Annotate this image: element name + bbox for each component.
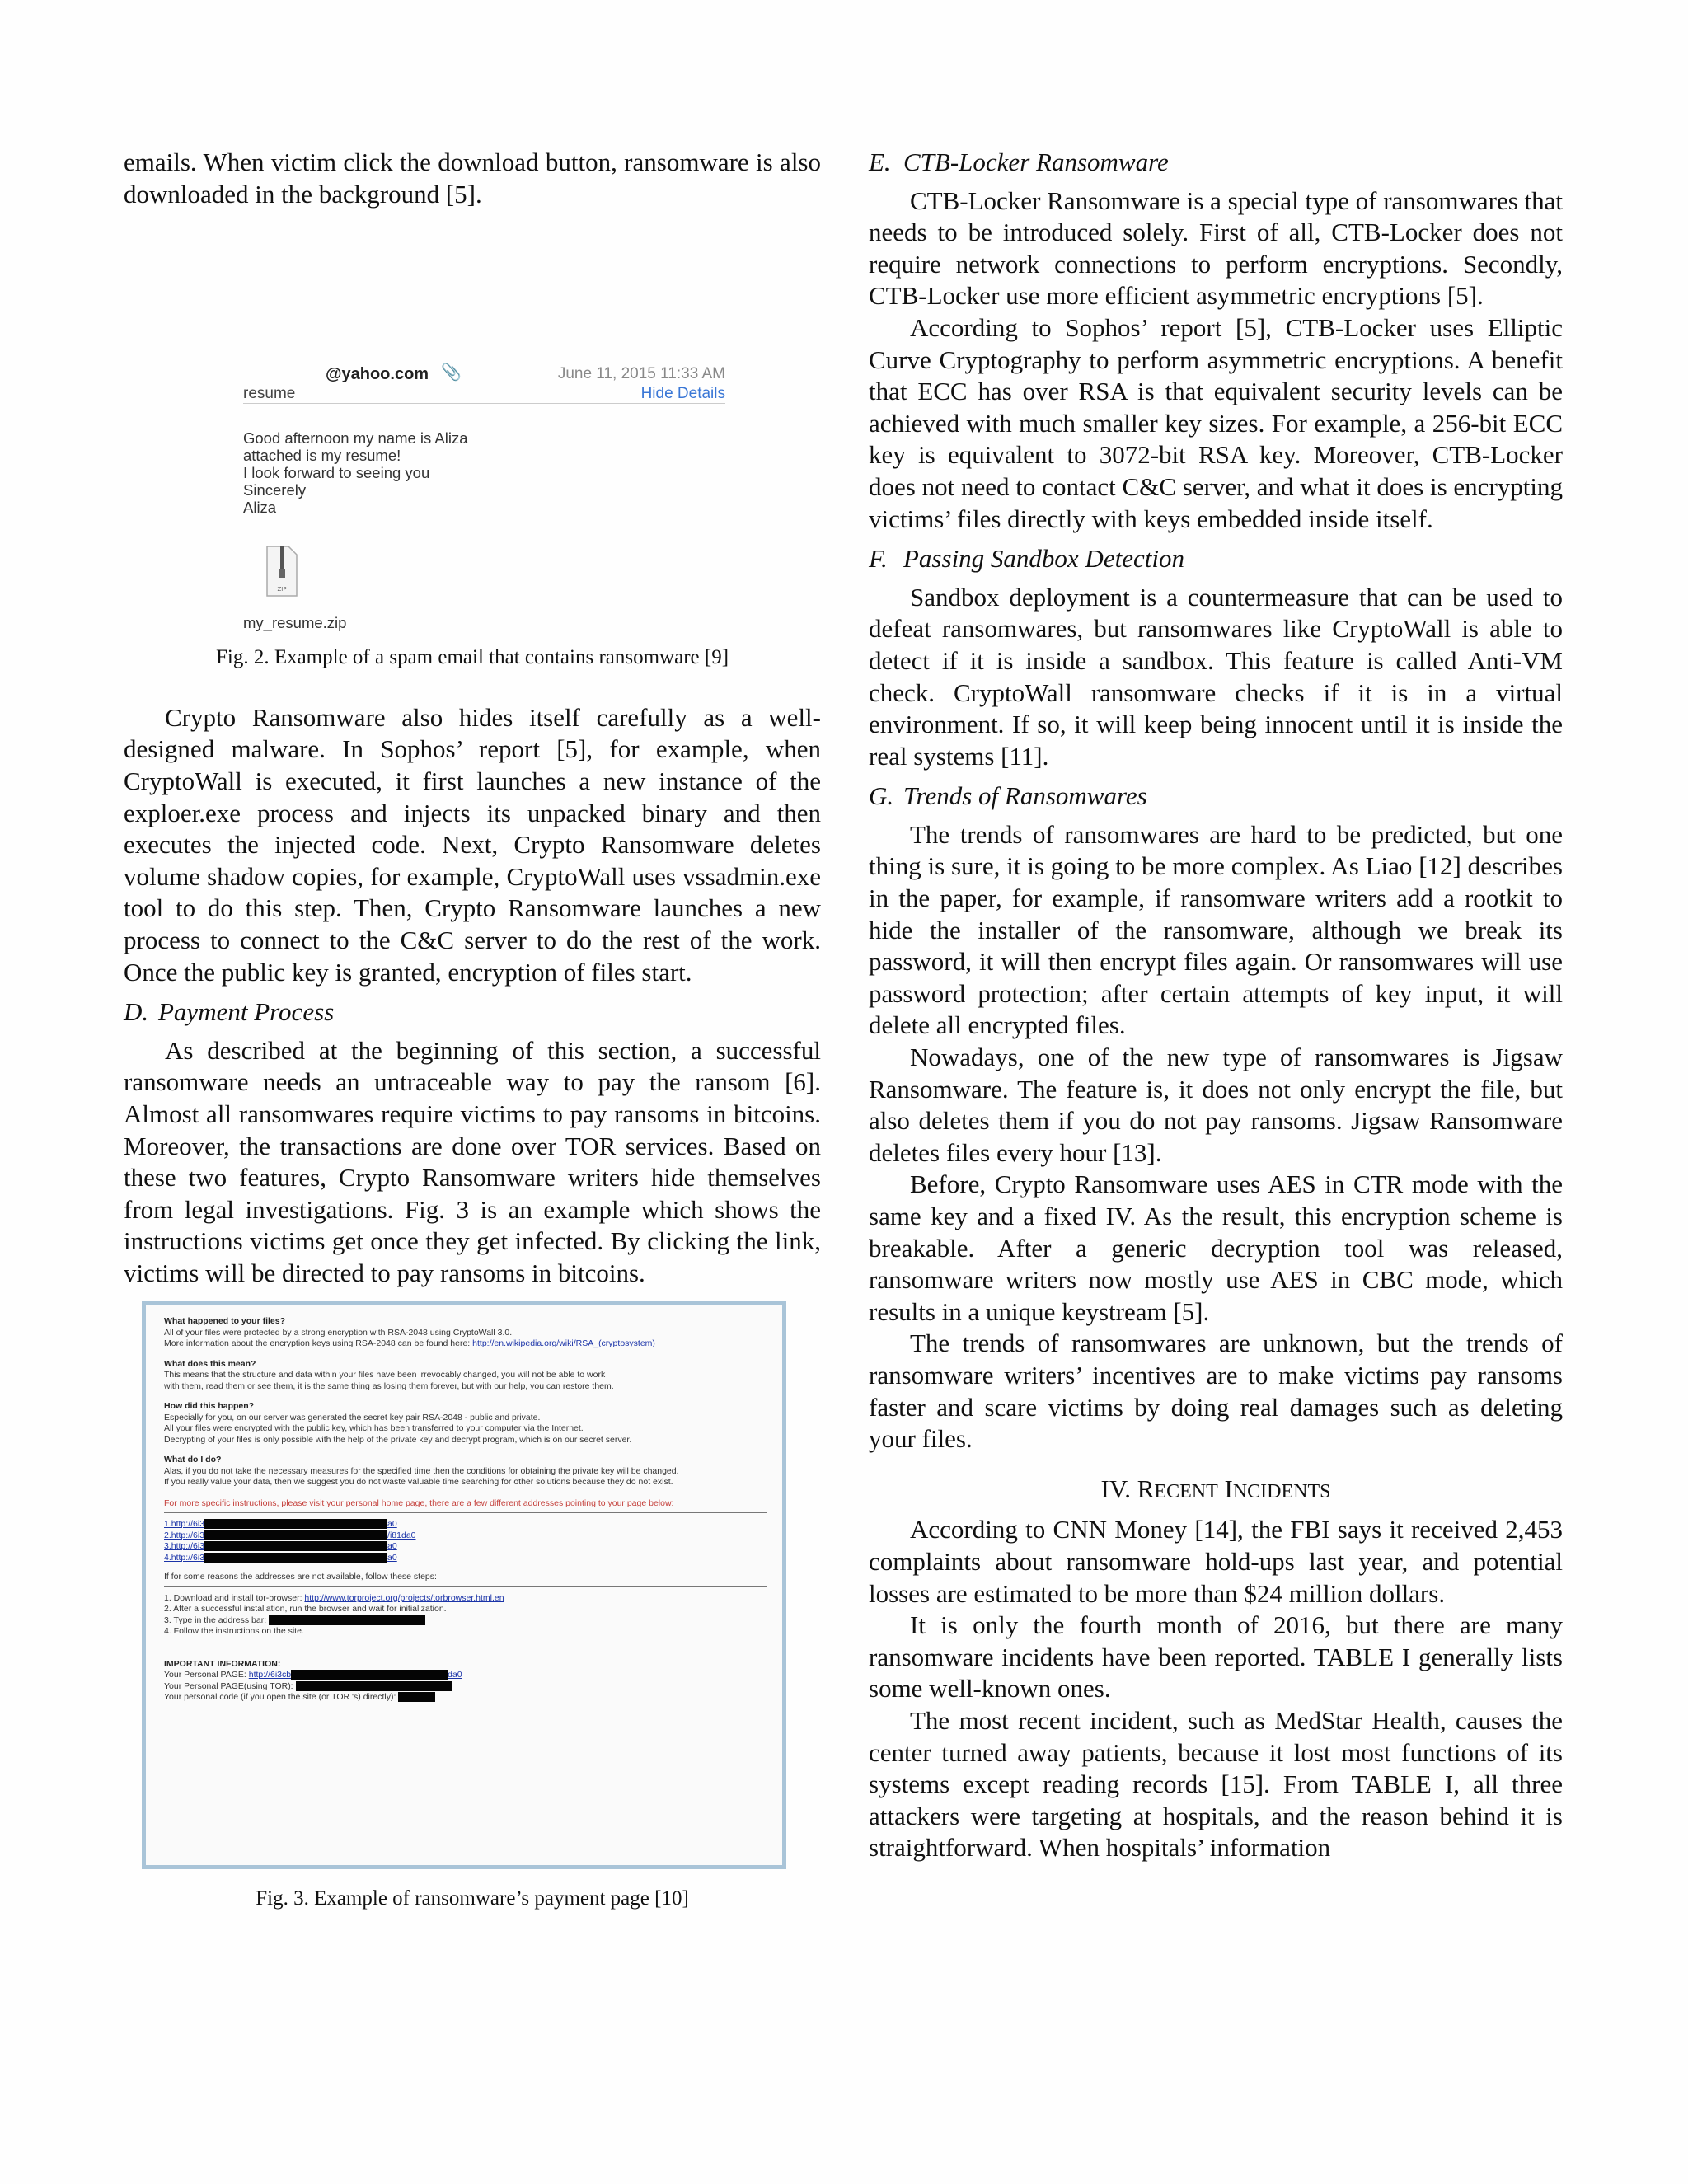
fig3-link: da0 (448, 1670, 462, 1680)
fig3-line: Especially for you, on our server was generated the secret key pair RSA-2048 - public and private. (164, 1412, 541, 1422)
fig3-line (164, 1681, 767, 1693)
fig3-address-row (164, 1541, 767, 1553)
figure-2-email (231, 238, 725, 632)
email-line: Sincerely (243, 481, 307, 499)
section-number: IV. (1100, 1474, 1131, 1503)
section-title: Payment Process (158, 997, 335, 1027)
section-letter: G. (869, 781, 894, 811)
fig3-text: 3. Type in the address bar: (164, 1615, 267, 1625)
zip-label: ZIP (277, 586, 287, 593)
redaction-bar (291, 1670, 448, 1680)
section-title: Trends of Ransomwares (903, 781, 1147, 811)
email-date: June 11, 2015 11:33 AM (557, 365, 725, 383)
fig3-address-row (164, 1519, 767, 1530)
figure-caption: Fig. 3. Example of ransomware’s payment page [10] (256, 1887, 689, 1910)
redaction-bar (204, 1530, 387, 1540)
fig3-link: a0 (387, 1552, 397, 1563)
fig3-line (164, 1338, 767, 1350)
figure-3-payment-page (142, 1301, 786, 1869)
section-title-part: ECENT (1154, 1480, 1218, 1502)
paragraph: emails. When victim click the download button, ransomware is also downloaded in the background [5]. (124, 148, 821, 209)
fig3-red-line: For more specific instructions, please visit your personal home page, there are a few different addresses pointing to your page below: (164, 1497, 674, 1508)
fig3-address-row (164, 1553, 767, 1564)
fig3-heading: How did this happen? (164, 1401, 255, 1411)
section-title-part: R (1137, 1474, 1155, 1503)
right-column (869, 147, 1563, 1864)
section-heading (869, 543, 1563, 575)
fig3-link: 4.http://6i3 (164, 1552, 205, 1563)
figure-caption: Fig. 2. Example of a spam email that contains ransomware [9] (215, 646, 729, 669)
fig3-line: All of your files were protected by a strong encryption with RSA-2048 using CryptoWall 3.0. (164, 1327, 513, 1338)
fig3-line (164, 1615, 767, 1627)
fig3-heading: What do I do? (164, 1455, 222, 1465)
fig3-line (164, 1692, 767, 1704)
paragraph: The trends of ransomwares are unknown, but the trends of ransomware writers’ incentives are to make victims pay ransoms faster and scare victims by doing real damages such as deleting your files. (869, 1329, 1563, 1454)
fig3-link: 2.http://6i3 (164, 1530, 205, 1540)
divider (243, 403, 725, 404)
section-heading (869, 147, 1563, 179)
email-line: attached is my resume! (243, 447, 401, 465)
email-body (243, 429, 468, 516)
email-line: Good afternoon my name is Aliza (243, 429, 468, 448)
fig3-line: This means that the structure and data within your files have been irrevocably changed, you will not be able to work (164, 1370, 606, 1380)
paragraph: According to CNN Money [14], the FBI says it received 2,453 complaints about ransomware hold-ups last year, and potential losses are estimated to be more than $24 million dollars. (869, 1515, 1563, 1608)
fig3-line: If you really value your data, then we suggest you do not waste valuable time searching for other solutions because they do not exist. (164, 1477, 673, 1487)
redaction-bar (204, 1541, 387, 1551)
paragraph: Crypto Ransomware also hides itself carefully as a well-designed malware. In Sophos’ report [5], for example, when CryptoWall is executed, it first launches a new instance of the exploer.exe process and injects its unpacked binary and then executes the injected code. Next, Crypto Ransomware deletes volume shadow copies, for example, CryptoWall uses vssadmin.exe tool to do this step. Then, Crypto Ransomware launches a new process to connect to the C&C server to do the rest of the work. Once the public key is granted, encryption of files start. (124, 702, 821, 987)
fig3-line: If for some reasons the addresses are not available, follow these steps: (164, 1572, 437, 1582)
redaction-bar (296, 1681, 452, 1691)
section-letter: D. (124, 997, 149, 1027)
fig3-link: http://6i3cb (248, 1670, 292, 1680)
fig3-link: http://en.wikipedia.org/wiki/RSA_(cryptosystem) (472, 1338, 655, 1348)
fig3-line: All your files were encrypted with the public key, which has been transferred to your computer via the Internet. (164, 1423, 584, 1433)
fig3-link: http://www.torproject.org/projects/torbrowser.html.en (304, 1592, 504, 1603)
section-letter: E. (869, 148, 891, 176)
fig3-text: Your personal code (if you open the site (or TOR 's) directly): (164, 1692, 396, 1702)
redaction-bar (398, 1692, 435, 1702)
section-title-part: NCIDENTS (1232, 1480, 1331, 1502)
paragraph: Before, Crypto Ransomware uses AES in CTR mode with the same key and a fixed IV. As the result, this encryption scheme is breakable. After a generic decryption tool was released, ransomware writers now mostly use AES in CBC mode, which results in a unique keystream [5]. (869, 1169, 1563, 1326)
paperclip-icon: 📎 (441, 363, 462, 382)
fig3-line (164, 1593, 767, 1605)
redaction-bar (204, 1519, 387, 1529)
paragraph: According to Sophos’ report [5], CTB-Locker uses Elliptic Curve Cryptography to perform asymmetric encryptions. A benefit that ECC has over RSA is that equivalent security levels can be achieved with much smaller key sizes. For example, a 256-bit ECC key is equivalent to 3072-bit RSA key. Moreover, CTB-Locker does not need to contact C&C server, and what it does is encrypting victims’ files directly with keys embedded inside itself. (869, 312, 1563, 533)
email-subject: resume (243, 385, 296, 403)
section-title: Passing Sandbox Detection (903, 544, 1184, 574)
fig3-line: Alas, if you do not take the necessary measures for the specified time then the conditions for obtaining the private key will be changed. (164, 1465, 679, 1476)
fig3-link: 1.http://6i3 (164, 1519, 205, 1529)
paragraph: The most recent incident, such as MedStar Health, causes the center turned away patients, because it lost most functions of its systems except reading records [15]. From TABLE I, all three attackers were targeting at hospitals, and the reason behind it is straightforward. When hospitals’ information (869, 1705, 1563, 1863)
fig3-heading: IMPORTANT INFORMATION: (164, 1658, 281, 1669)
email-line: I look forward to seeing you (243, 464, 430, 482)
fig3-link: 3.http://6i3 (164, 1541, 205, 1551)
fig3-text: More information about the encryption keys using RSA-2048 can be found here: (164, 1338, 471, 1348)
section-title-part: I (1224, 1474, 1233, 1503)
zip-file-icon (265, 545, 298, 598)
divider (164, 1586, 767, 1587)
fig3-link: a0 (387, 1541, 397, 1551)
section-heading (124, 996, 821, 1029)
fig3-line: 4. Follow the instructions on the site. (164, 1626, 304, 1636)
fig3-line: Decrypting of your files is only possible with the help of the private key and decrypt program, which is on our secret server. (164, 1434, 632, 1445)
fig3-heading: What does this mean? (164, 1358, 256, 1369)
paragraph: CTB-Locker Ransomware is a special type of ransomwares that needs to be introduced solely. First of all, CTB-Locker does not require network connections to perform encryptions. Secondly, CTB-Locker use more efficient asymmetric encryptions [5]. (869, 185, 1563, 311)
fig3-link: /i81da0 (387, 1530, 416, 1540)
divider (164, 1512, 767, 1513)
section-letter: F. (869, 544, 888, 574)
fig3-text: Your Personal PAGE: (164, 1670, 246, 1680)
redaction-bar (204, 1553, 387, 1563)
hide-details-link: Hide Details (640, 385, 725, 403)
email-sender: @yahoo.com (326, 365, 429, 384)
fig3-line: 2. After a successful installation, run the browser and wait for initialization. (164, 1604, 447, 1614)
paragraph: As described at the beginning of this section, a successful ransomware needs an untraceable way to pay the ransom [6]. Almost all ransomwares require victims to pay ransoms in bitcoins. Moreover, the transactions are done over TOR services. Based on these two features, Crypto Ransomware writers hide themselves from legal investigations. Fig. 3 is an example which shows the instructions victims get once they get infected. By clicking the link, victims will be directed to pay ransoms in bitcoins. (124, 1035, 821, 1287)
attachment-name: my_resume.zip (243, 614, 347, 632)
paragraph: Nowadays, one of the new type of ransomwares is Jigsaw Ransomware. The feature is, it does not only encrypt the file, but also deletes them if you do not pay ransoms. Jigsaw Ransomware deletes files every hour [13]. (869, 1043, 1563, 1167)
left-column (124, 147, 821, 1289)
section-heading-iv (869, 1474, 1563, 1508)
fig3-link: a0 (387, 1519, 397, 1529)
paragraph: It is only the fourth month of 2016, but there are many ransomware incidents have been reported. TABLE I generally lists some well-known ones. (869, 1610, 1563, 1704)
paragraph: The trends of ransomwares are hard to be predicted, but one thing is sure, it is going to be more complex. As Liao [12] describes in the paper, for example, if ransomware writers add a rootkit to hide the installer of the ransomware, although we break its password, it will then encrypt files again. Or ransomwares will use password protection; after certain attempts of key input, it will delete all encrypted files. (869, 819, 1563, 1040)
fig3-line (164, 1670, 767, 1681)
paragraph: Sandbox deployment is a countermeasure that can be used to defeat ransomwares, but ransomwares like CryptoWall is able to detect if it is inside a sandbox. This feature is called Anti-VM check. CryptoWall ransomware checks if it is in a virtual environment. If so, it will keep being innocent until it is inside the real systems [11]. (869, 582, 1563, 771)
section-title: CTB-Locker Ransomware (903, 148, 1169, 176)
fig3-heading: What happened to your files? (164, 1316, 286, 1326)
fig3-line: with them, read them or see them, it is the same thing as losing them forever, but with our help, you can restore them. (164, 1380, 614, 1391)
redaction-bar (269, 1615, 425, 1625)
section-heading (869, 780, 1563, 813)
fig3-text: 1. Download and install tor-browser: (164, 1592, 302, 1603)
email-line: Aliza (243, 499, 277, 517)
fig3-text: Your Personal PAGE(using TOR): (164, 1680, 293, 1691)
fig3-address-row (164, 1530, 767, 1542)
